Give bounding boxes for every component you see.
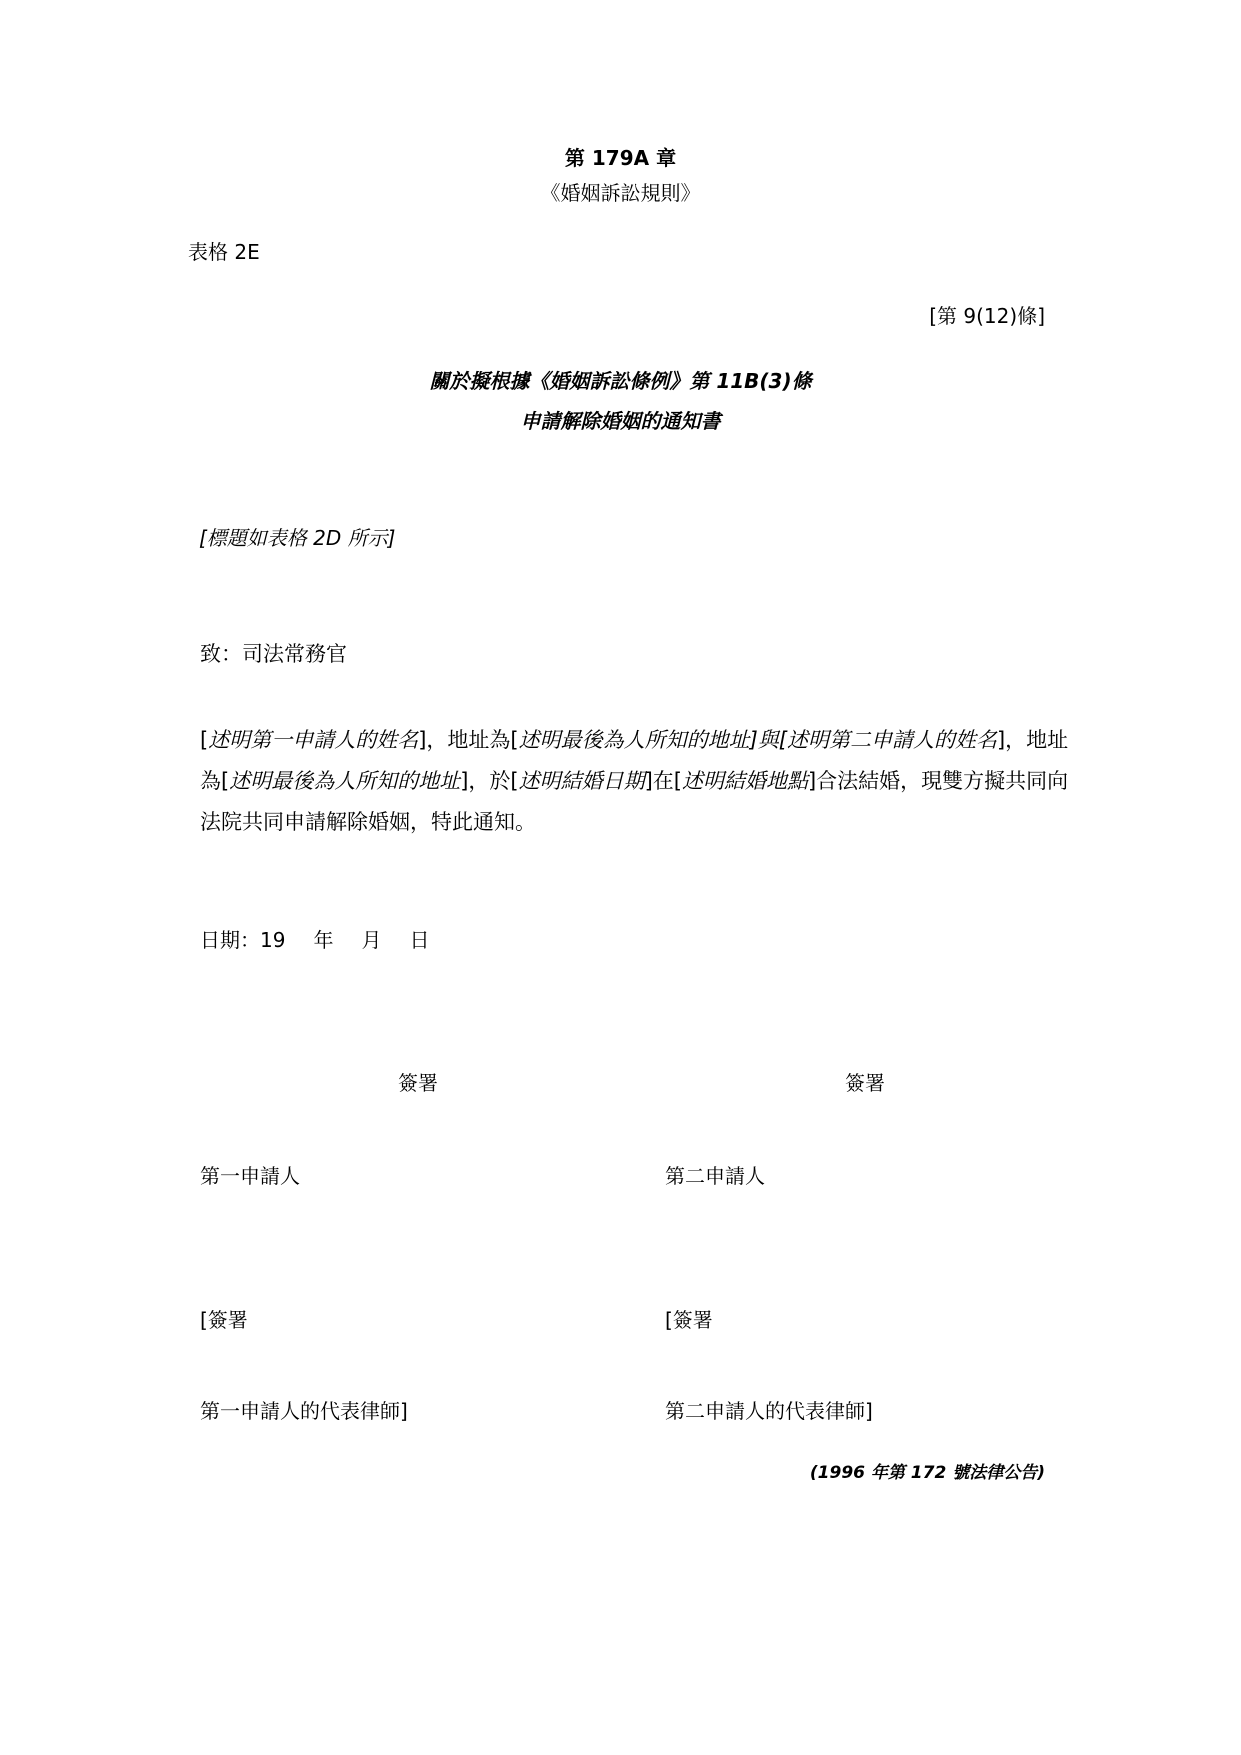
notice-title-line2: 申請解除婚姻的通知書 xyxy=(520,409,721,433)
first-applicant-solicitor: 第一申請人的代表律師] xyxy=(200,1399,408,1423)
body-text: ]，地址為[ xyxy=(200,728,1069,793)
date-line xyxy=(200,924,429,953)
ordinance-title: 《婚姻訴訟規則》 xyxy=(540,181,701,205)
first-alt-signature: [簽署 xyxy=(200,1308,248,1332)
addressee: 致：司法常務官 xyxy=(200,642,347,666)
second-alt-signature: [簽署 xyxy=(665,1308,713,1332)
date-year: 年 xyxy=(313,928,334,952)
body-text: [ xyxy=(200,728,209,752)
notice-body xyxy=(200,720,1080,843)
second-applicant-label: 第二申請人 xyxy=(665,1164,765,1188)
rule-reference: [第 9(12)條] xyxy=(929,304,1045,328)
second-applicant-solicitor: 第二申請人的代表律師] xyxy=(665,1399,873,1423)
signature-heading-right: 簽署 xyxy=(845,1071,885,1095)
date-month: 月 xyxy=(361,928,382,952)
body-text: ]合法結婚，現雙方擬共同向法院共同申請解除婚姻，特此通知。 xyxy=(200,769,1069,834)
date-label: 日期：19 xyxy=(200,928,286,952)
placeholder-address-and-second-applicant: 述明最後為人所知的地址]與[述明第二申請人的姓名 xyxy=(518,728,997,752)
date-day: 日 xyxy=(409,928,430,952)
signature-heading-left: 簽署 xyxy=(398,1071,438,1095)
body-text: ]，於[ xyxy=(460,769,519,793)
notice-title-line1: 關於擬根據《婚姻訴訟條例》第 11B(3)條 xyxy=(429,369,812,393)
placeholder-second-address: 述明最後為人所知的地址 xyxy=(229,769,461,793)
form-number: 表格 2E xyxy=(188,240,260,264)
heading-note: [標題如表格 2D 所示] xyxy=(199,526,396,550)
body-text: ]，地址為[ xyxy=(418,728,519,752)
legal-notice-footnote: (1996 年第 172 號法律公告) xyxy=(809,1463,1045,1483)
first-applicant-label: 第一申請人 xyxy=(200,1164,300,1188)
chapter-number: 第 179A 章 xyxy=(564,146,677,170)
placeholder-first-applicant-name: 述明第一申請人的姓名 xyxy=(208,728,419,752)
body-text: ]在[ xyxy=(644,769,682,793)
placeholder-marriage-place: 述明結婚地點 xyxy=(681,769,808,793)
placeholder-marriage-date: 述明結婚日期 xyxy=(518,769,645,793)
